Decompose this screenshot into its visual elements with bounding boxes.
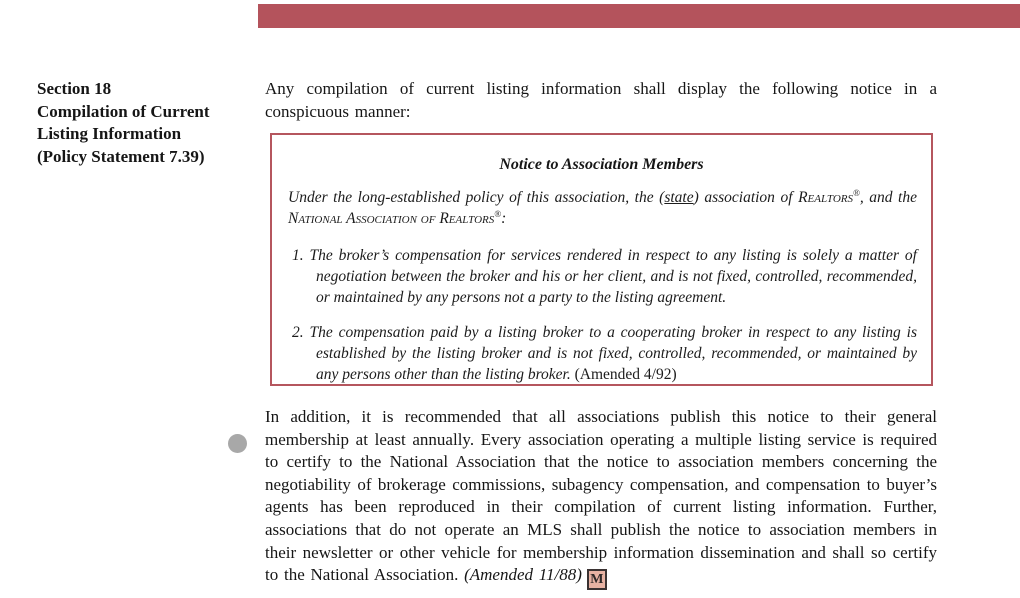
realtors-smallcaps: Realtors	[798, 189, 853, 206]
notice-box	[270, 133, 933, 386]
notice-box-title: Notice to Association Members	[499, 156, 704, 173]
item-2-amended-note: (Amended 4/92)	[574, 366, 677, 383]
intro-paragraph: Any compilation of current listing information shall display the following notice in a conspicuous manner:	[265, 79, 937, 121]
item-2-number: 2.	[292, 324, 304, 341]
notice-items-list	[292, 245, 917, 385]
closing-paragraph-text: In addition, it is recommended that all associations publish this notice to their general membership at least annually. Every association operating a multiple listing service is required to certify to the National Association that the notice to association members concerning the negotiability of brokerage commissions, subagency compensation, and compensation to buyer’s agents has been reproduced in their compilation of current listing information. Further, associations that do not operate an MLS shall publish the notice to association members in their newsletter or other vehicle for membership information dissemination and shall so certify to the National Association.	[265, 407, 937, 585]
state-underlined: state	[664, 189, 694, 206]
preamble-text: , and the	[859, 189, 917, 206]
registered-mark: ®	[852, 187, 860, 198]
closing-paragraph	[265, 406, 937, 590]
margin-bullet-dot	[228, 434, 247, 453]
notice-item-1	[292, 245, 917, 308]
item-1-text: The broker’s compensation for services rendered in respect to any listing is solely a matter of negotiation between the broker and his or her client, and is not fixed, controlled, recommended, or maintained by any persons not a party to the listing agreement.	[309, 247, 917, 306]
preamble-text: :	[501, 210, 507, 227]
item-2-text: The compensation paid by a listing broker to a cooperating broker in respect to any listing is established by the listing broker and is not fixed, controlled, recommended, or maintained by any persons other than the listing broker.	[309, 324, 917, 383]
section-heading-line2: Compilation of Current	[37, 101, 210, 121]
section-heading-line1: Section 18	[37, 79, 112, 98]
top-red-highlight-bar	[258, 4, 1020, 28]
registered-mark: ®	[494, 208, 502, 219]
item-1-number: 1.	[292, 247, 304, 264]
closing-amended-note: (Amended 11/88)	[464, 565, 582, 585]
notice-preamble	[288, 187, 917, 229]
section-heading-line4: (Policy Statement 7.39)	[37, 146, 205, 166]
section-heading	[37, 78, 252, 168]
nar-smallcaps: National Association of Realtors	[288, 210, 495, 227]
notice-item-2	[292, 322, 917, 385]
section-heading-line3: Listing Information	[37, 124, 182, 143]
preamble-text: Under the long-established policy of this association, the (	[288, 189, 665, 206]
mls-m-badge: M	[587, 569, 607, 590]
preamble-text: ) association of	[693, 189, 799, 206]
